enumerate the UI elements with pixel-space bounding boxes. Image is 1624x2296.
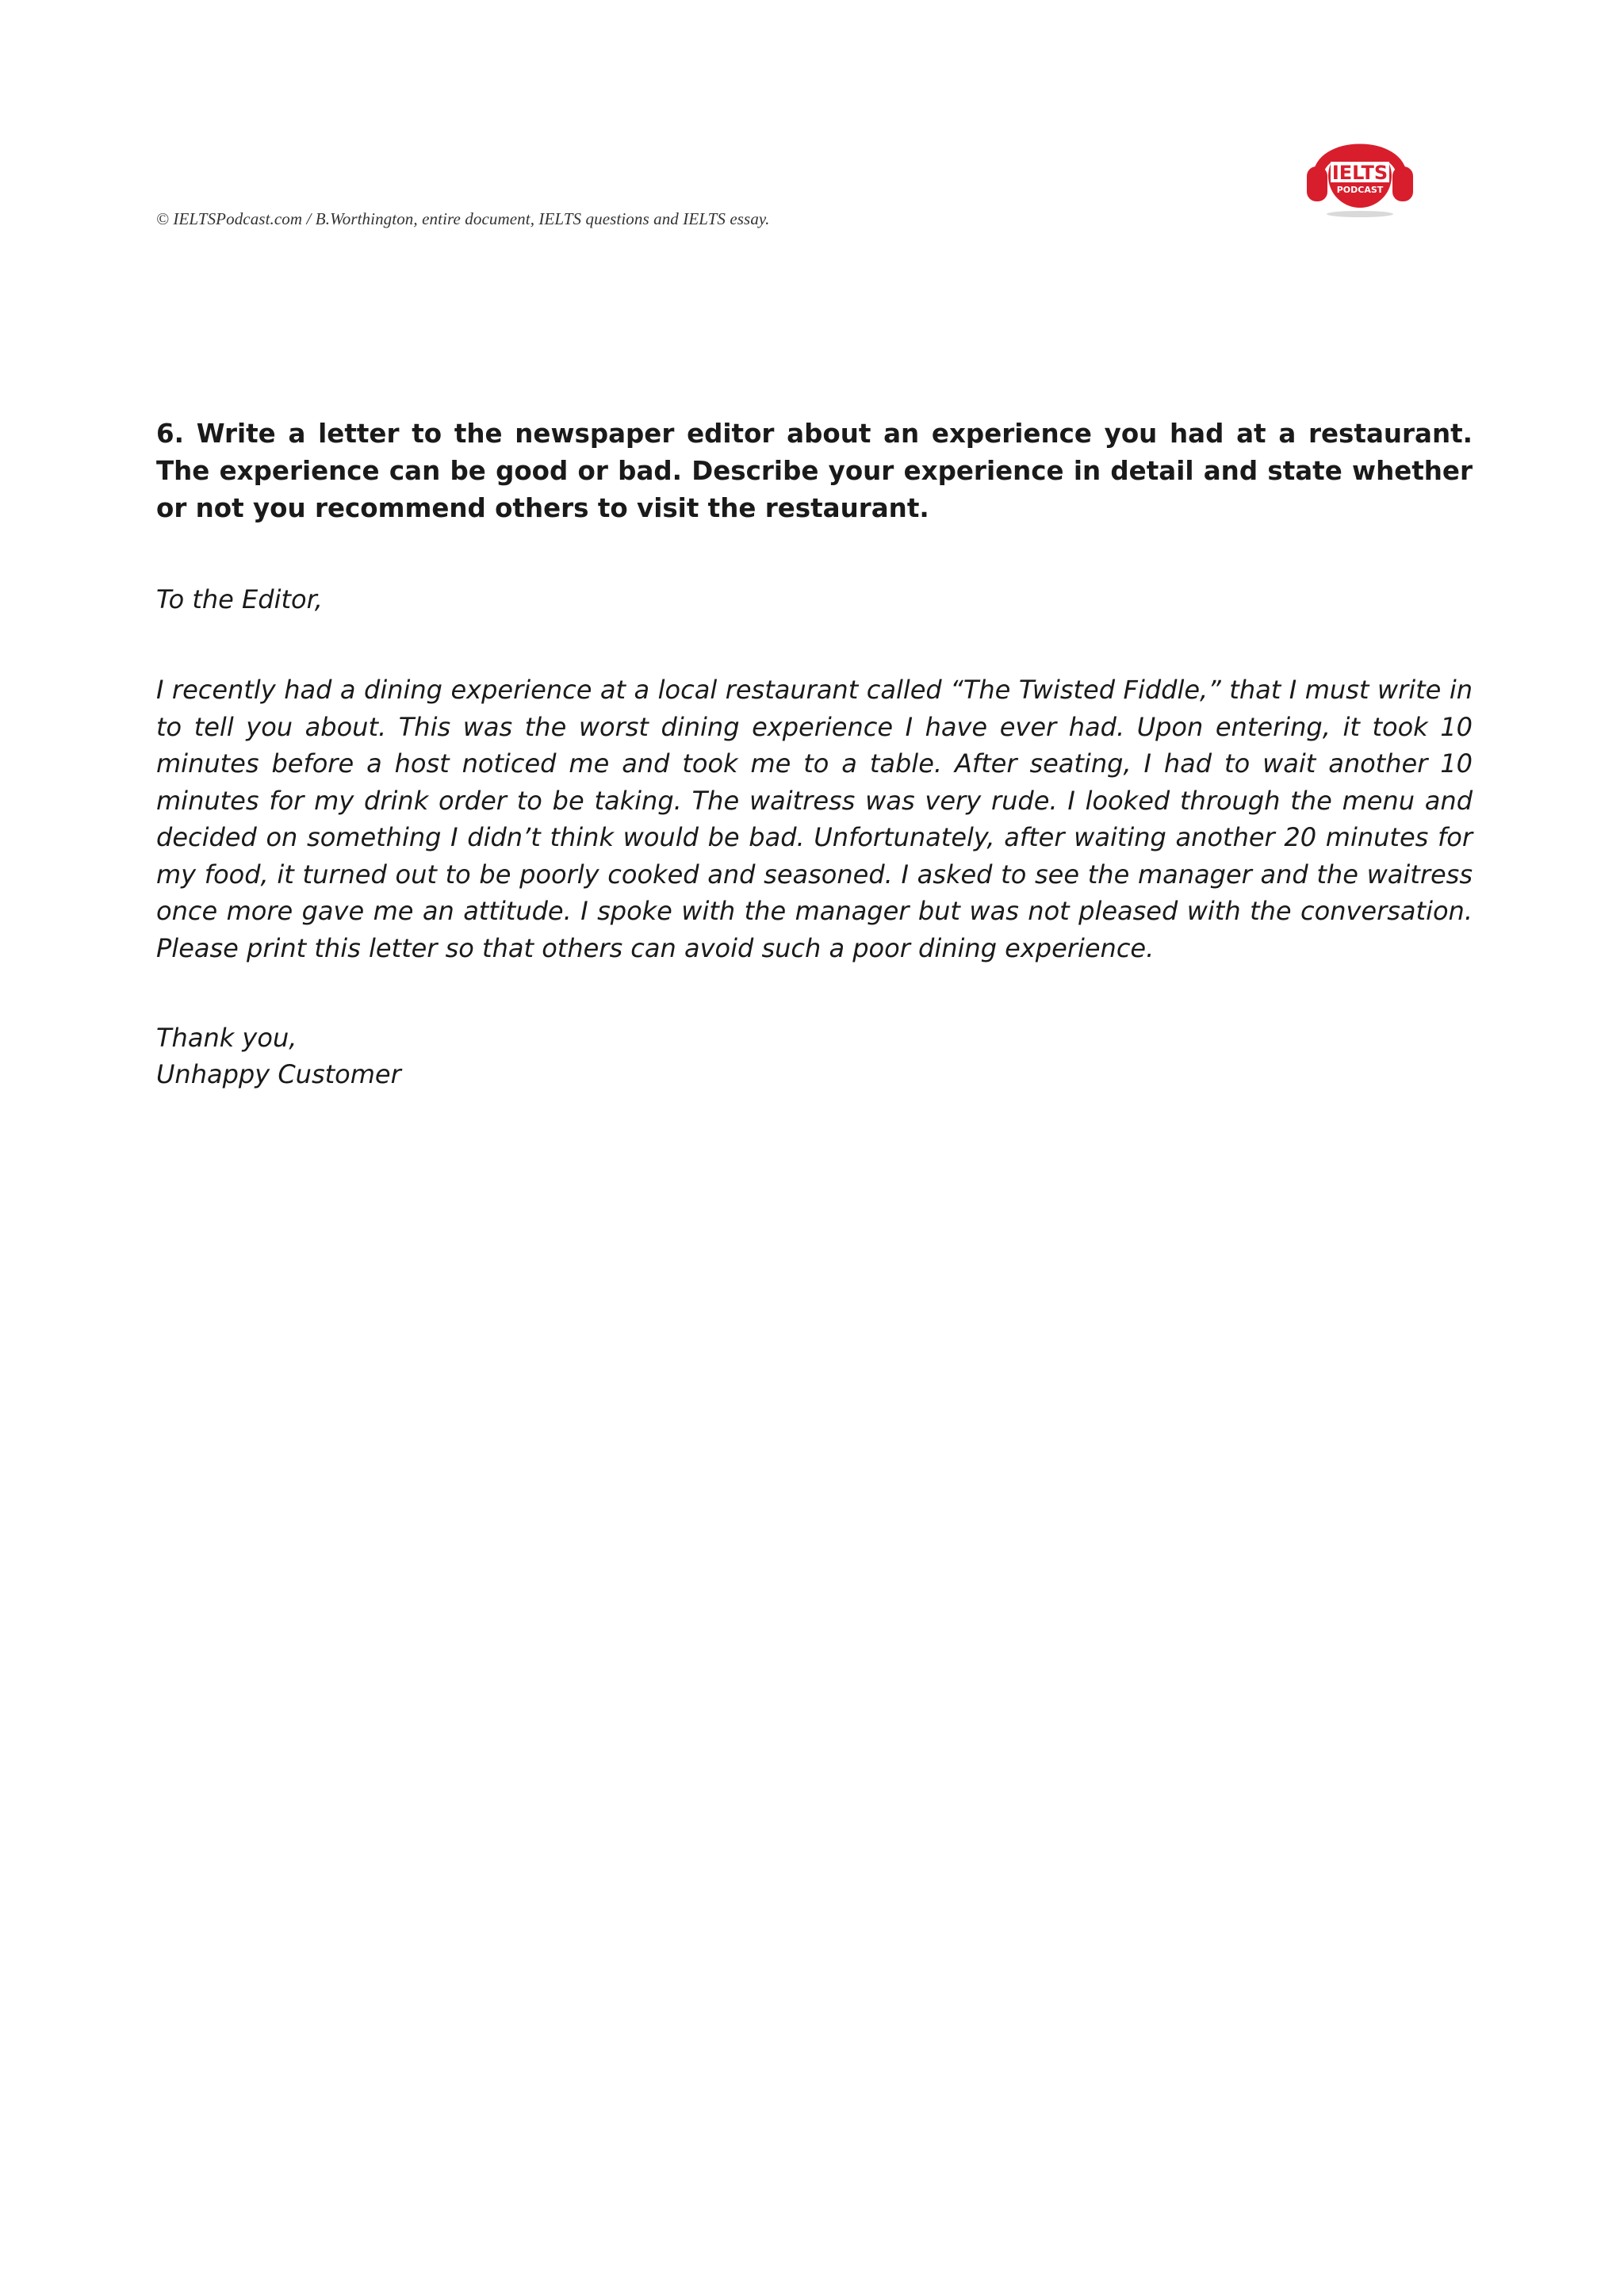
letter-body: I recently had a dining experience at a local restaurant called “The Twisted Fiddle,” that I must write in to tell you about. This was the worst dining experience I have ever had. Upon entering, it took 10 minutes before a host noticed me and took me to a table. After seating, I had to wait another 10 minutes for my drink order to be taking. The waitress was very rude. I looked through the menu and decided on something I didn’t think would be bad. Unfortunately, after waiting another 20 minutes for my food, it turned out to be poorly cooked and seasoned. I asked to see the manager and the waitress once more gave me an attitude. I spoke with the manager but was not pleased with the conversation. Please print this letter so that others can avoid such a poor dining experience. xyxy=(156,675,1473,963)
letter-closing: Thank you, xyxy=(156,1023,297,1053)
letter-salutation: To the Editor, xyxy=(156,584,323,614)
logo-text-podcast: PODCAST xyxy=(1336,185,1384,195)
question-prompt: 6. Write a letter to the newspaper editor about an experience you had at a restaurant. The experience can be good or bad. Describe your experience in detail and state whether or not you recommend others to visit the restaurant. xyxy=(156,419,1473,523)
headphones-logo-icon xyxy=(1300,116,1419,219)
copyright-notice: © IELTSPodcast.com / B.Worthington, entire document, IELTS questions and IELTS essay. xyxy=(156,209,770,228)
ielts-podcast-logo xyxy=(1300,116,1419,219)
letter-signature: Unhappy Customer xyxy=(156,1059,401,1089)
logo-text-ielts: IELTS xyxy=(1331,162,1388,184)
